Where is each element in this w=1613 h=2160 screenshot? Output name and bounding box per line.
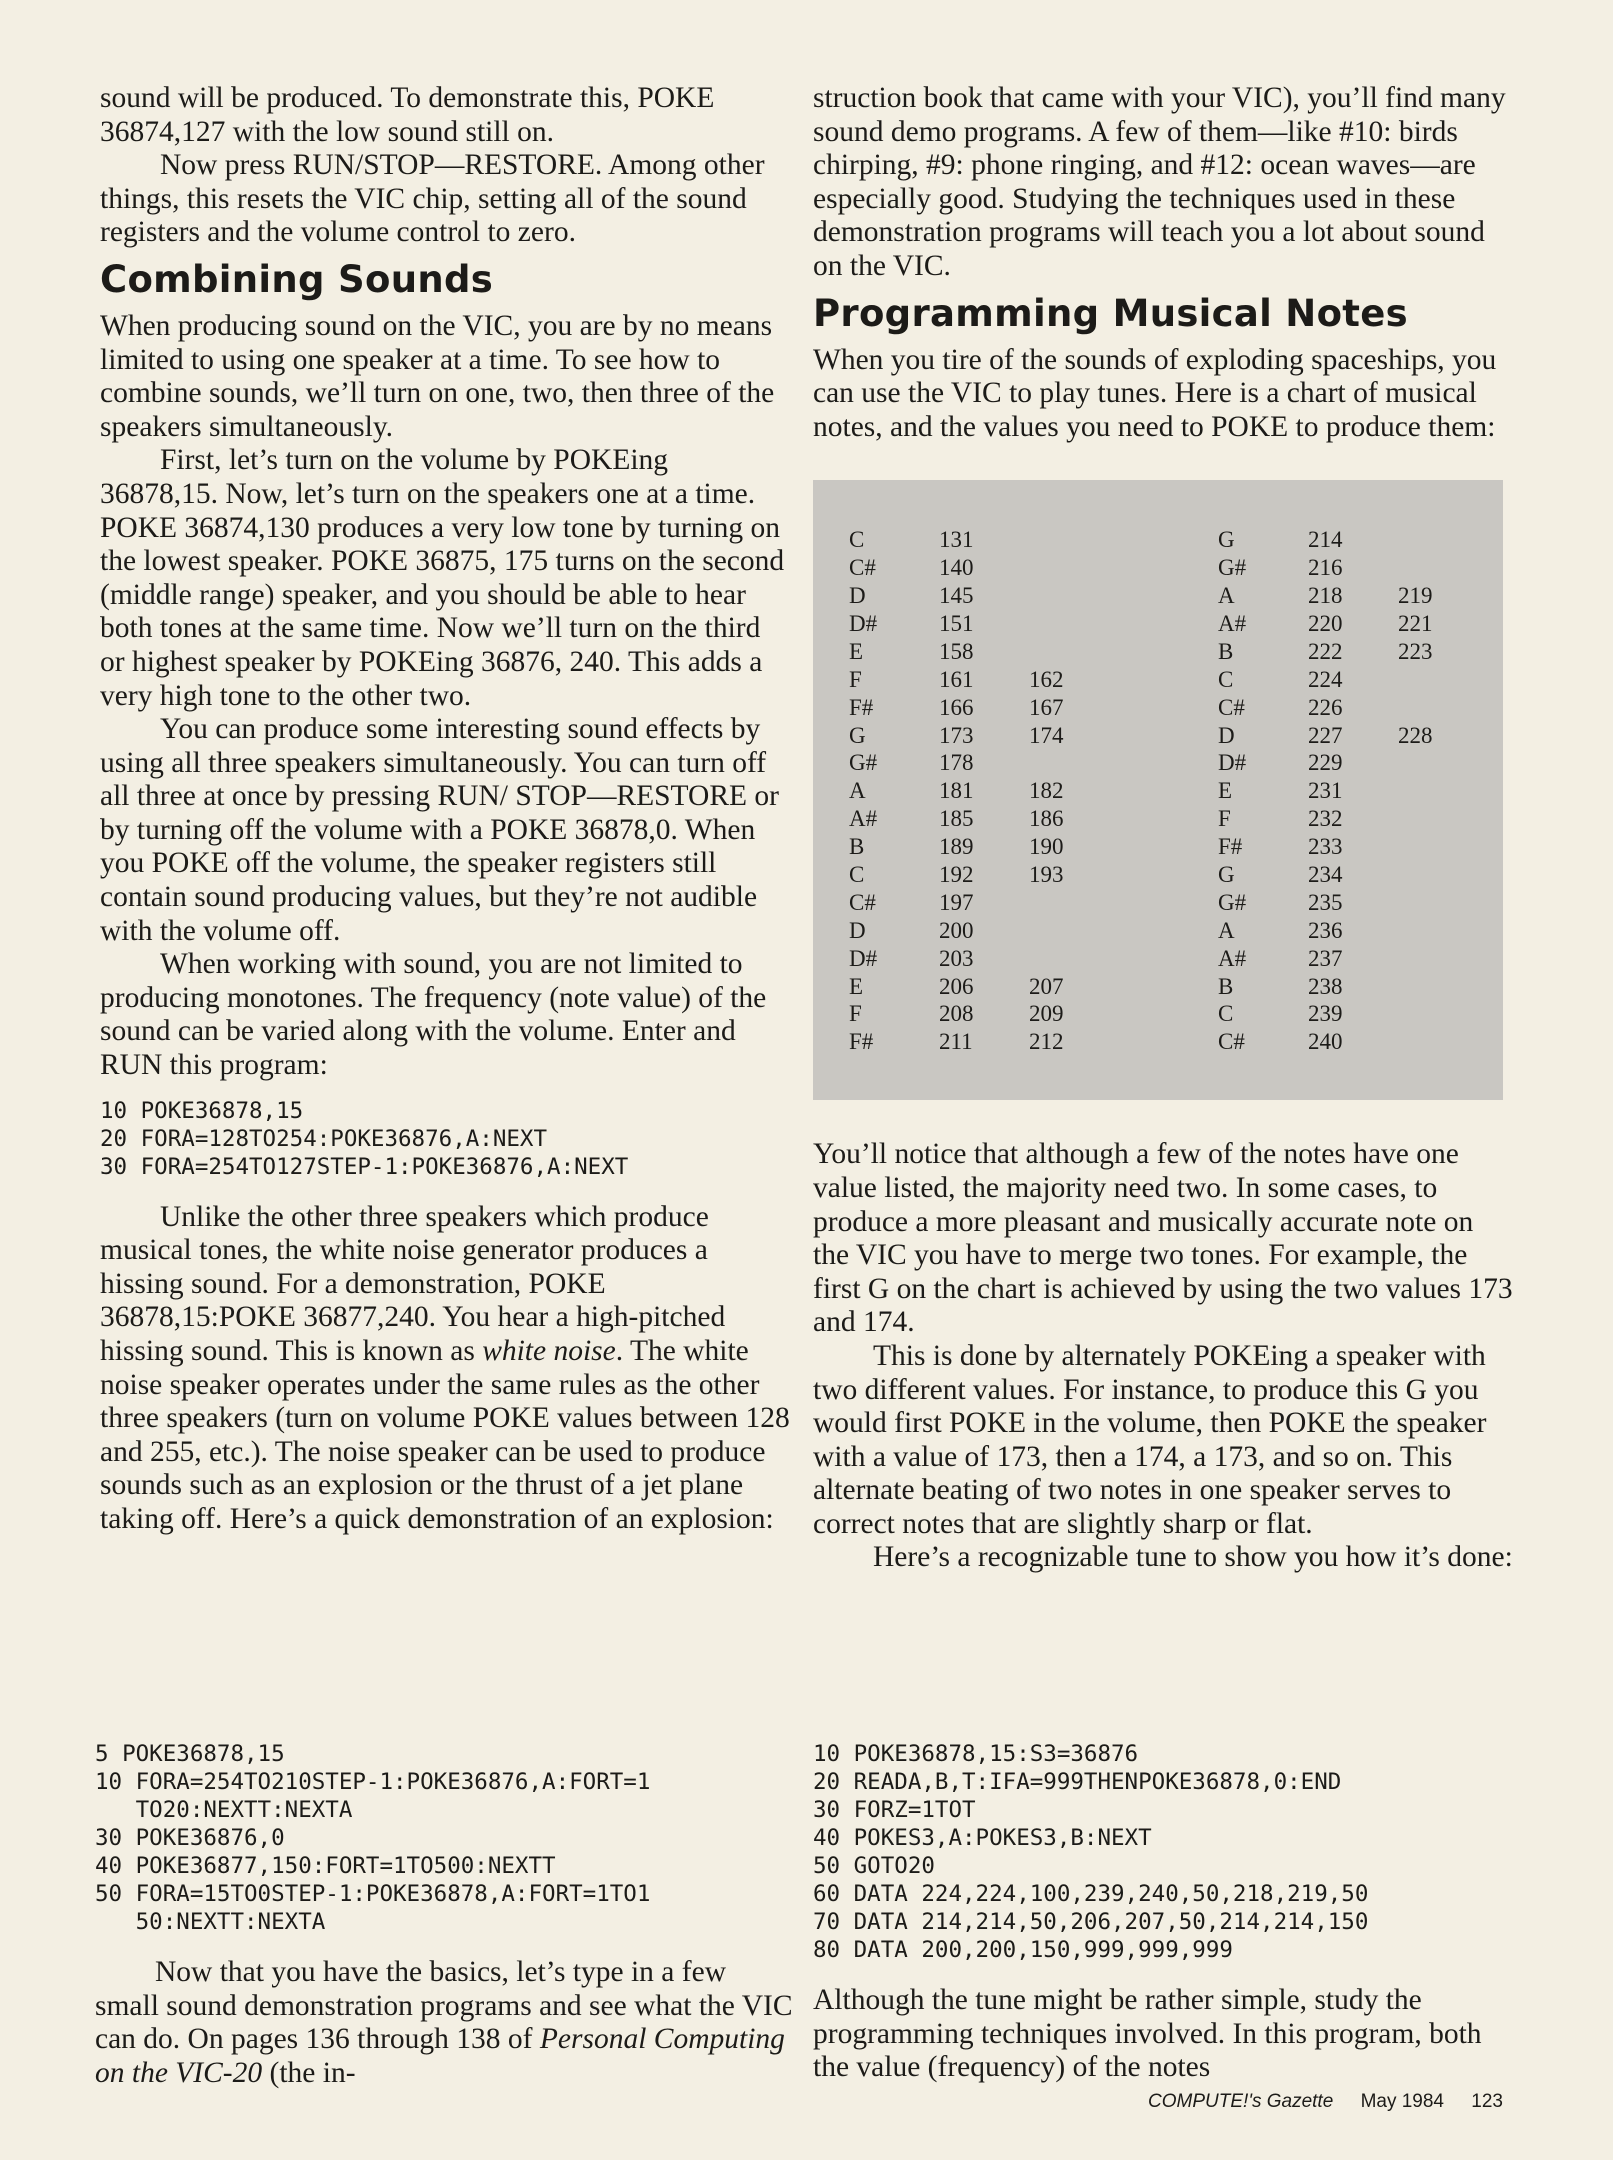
note-name: E <box>849 973 864 999</box>
note-row <box>849 694 1119 722</box>
note-value: 203 <box>939 945 974 971</box>
note-value: 208 <box>939 1001 974 1027</box>
note-value <box>1398 666 1488 694</box>
code-listing-tune: 10 POKE36878,15:S3=36876 20 READA,B,T:IFA=999THENPOKE36878,0:END 30 FORZ=1TOT 40 POKES3,A:POKES3,B:NEXT 50 GOTO20 60 DATA 224,224,100,239,240,50,218,219,50 70 DATA 214,214,50,206,207,50,214,214,150 80 DATA 200,200,150,999,999,999 <box>813 1741 1369 1963</box>
note-name: D# <box>849 945 878 971</box>
note-value: 209 <box>1029 1001 1064 1027</box>
note-value: 190 <box>1029 834 1064 860</box>
note-row <box>849 1028 1119 1056</box>
note-name: A <box>849 778 866 804</box>
note-value <box>1398 945 1488 973</box>
right-column <box>813 82 1515 1575</box>
note-value: 237 <box>1308 945 1343 971</box>
note-value: 236 <box>1308 917 1343 943</box>
right-column-lower <box>813 1740 1515 2085</box>
text-run: (the in- <box>262 2056 356 2089</box>
note-value <box>1029 554 1119 582</box>
note-value: 240 <box>1308 1029 1343 1055</box>
code-listing-explosion: 5 POKE36878,15 10 FORA=254TO210STEP-1:POKE36876,A:FORT=1 TO20:NEXTT:NEXTA 30 POKE36876,0 40 POKE36877,150:FORT=1TO500:NEXTT 50 FORA=15TO0STEP-1:POKE36878,A:FORT=1TO1 50:NEXTT:NEXTA <box>95 1741 651 1935</box>
note-row <box>849 526 1119 554</box>
emphasis-white-noise: white noise <box>482 1335 616 1367</box>
note-value: 235 <box>1308 889 1343 915</box>
note-row <box>1218 917 1488 945</box>
note-value: 162 <box>1029 666 1064 692</box>
note-value <box>1029 945 1119 973</box>
note-row <box>849 973 1119 1001</box>
note-value <box>1398 889 1488 917</box>
paragraph: You’ll notice that although a few of the notes have one value listed, the majority need two. In some cases, to produce a more pleasant and musically accurate note on the VIC you have to merge two tones. For example, the first G on the chart is achieved by using the two values 173 and 174. <box>813 1138 1513 1339</box>
note-value <box>1029 917 1119 945</box>
paragraph: Now press RUN/STOP—RESTORE. Among other things, this resets the VIC chip, setting all of the sound registers and the volume control to zero. <box>100 149 765 249</box>
note-value: 234 <box>1308 862 1343 888</box>
note-row <box>849 638 1119 666</box>
note-value <box>1398 749 1488 777</box>
note-name: F <box>849 1001 862 1027</box>
paragraph: When producing sound on the VIC, you are by no means limited to using one speaker at a time. To see how to combine sounds, we’ll turn on one, two, then three of the speakers simultaneously. <box>100 309 775 443</box>
note-value: 158 <box>939 638 974 664</box>
note-value: 224 <box>1308 666 1343 692</box>
note-row <box>849 722 1119 750</box>
note-name: G <box>849 722 866 748</box>
note-value: 193 <box>1029 862 1064 888</box>
note-name: E <box>1218 778 1233 804</box>
note-name: A# <box>1218 611 1247 637</box>
note-name: C# <box>1218 694 1245 720</box>
note-name: B <box>1218 638 1234 664</box>
note-name: B <box>1218 973 1234 999</box>
note-name: C# <box>849 889 876 915</box>
note-row <box>1218 1028 1488 1056</box>
note-row <box>1218 638 1488 666</box>
note-value: 200 <box>939 917 974 943</box>
note-value <box>1029 582 1119 610</box>
note-name: G <box>1218 862 1235 888</box>
note-value: 151 <box>939 611 974 637</box>
note-value: 189 <box>939 834 974 860</box>
note-value <box>1398 805 1488 833</box>
note-row <box>849 554 1119 582</box>
note-name: D# <box>849 611 878 637</box>
note-name: F# <box>849 1029 874 1055</box>
note-row <box>1218 805 1488 833</box>
note-value: 212 <box>1029 1029 1064 1055</box>
note-name: D <box>1218 722 1235 748</box>
note-name: F <box>849 666 862 692</box>
magazine-name: COMPUTE!'s Gazette <box>1148 2091 1334 2112</box>
note-value: 181 <box>939 778 974 804</box>
note-row <box>849 861 1119 889</box>
note-row <box>849 582 1119 610</box>
note-value: 182 <box>1029 778 1064 804</box>
paragraph: When working with sound, you are not limited to producing monotones. The frequency (note value) of the sound can be varied along with the volume. Enter and RUN this program: <box>100 948 767 1082</box>
note-name: G# <box>1218 889 1247 915</box>
note-value: 178 <box>939 750 974 776</box>
note-value <box>1029 749 1119 777</box>
note-name: B <box>849 834 865 860</box>
note-value <box>1398 526 1488 554</box>
note-row <box>849 889 1119 917</box>
note-name: C# <box>849 555 876 581</box>
note-value: 207 <box>1029 973 1064 999</box>
note-row <box>1218 889 1488 917</box>
note-value <box>1029 638 1119 666</box>
note-value <box>1398 833 1488 861</box>
note-row <box>1218 777 1488 805</box>
note-value <box>1398 973 1488 1001</box>
note-name: G# <box>1218 555 1247 581</box>
left-column <box>100 82 790 1537</box>
note-row <box>1218 833 1488 861</box>
note-value <box>1398 554 1488 582</box>
page-footer <box>1148 2091 1503 2113</box>
note-value <box>1029 889 1119 917</box>
note-value: 186 <box>1029 806 1064 832</box>
note-row <box>1218 1000 1488 1028</box>
note-value: 231 <box>1308 778 1343 804</box>
note-name: D <box>849 583 866 609</box>
note-value: 185 <box>939 806 974 832</box>
note-value <box>1398 917 1488 945</box>
heading-programming-musical-notes: Programming Musical Notes <box>813 291 1409 335</box>
note-name: G <box>1218 527 1235 553</box>
note-value: 220 <box>1308 611 1343 637</box>
note-value <box>1029 526 1119 554</box>
note-row <box>1218 526 1488 554</box>
note-value: 229 <box>1308 750 1343 776</box>
paragraph: This is done by alternately POKEing a speaker with two different values. For instance, to produce this G you would first POKE in the volume, then POKE the speaker with a value of 173, then a 174, a 173, and so on. This alternate beating of two notes in one speaker serves to correct notes that are slightly sharp or flat. <box>813 1339 1487 1540</box>
note-value: 227 <box>1308 722 1343 748</box>
page-number: 123 <box>1471 2091 1503 2112</box>
note-name: C <box>1218 1001 1234 1027</box>
note-value: 233 <box>1308 834 1343 860</box>
note-name: F <box>1218 806 1231 832</box>
note-value: 145 <box>939 583 974 609</box>
paragraph: First, let’s turn on the volume by POKEing 36878,15. Now, let’s turn on the speakers one at a time. POKE 36874,130 produces a very low tone by turning on the lowest speaker. POKE 36875, 175 turns on the second (middle range) speaker, and you should be able to hear both tones at the same time. Now we’ll turn on the third or highest speaker by POKEing 36876, 240. This adds a very high tone to the other two. <box>100 444 785 712</box>
note-name: A <box>1218 917 1235 943</box>
note-value: 226 <box>1308 694 1343 720</box>
note-value <box>1029 610 1119 638</box>
note-row <box>1218 582 1488 610</box>
note-row <box>1218 973 1488 1001</box>
musical-notes-chart <box>813 480 1503 1100</box>
note-row <box>849 1000 1119 1028</box>
note-name: F# <box>849 694 874 720</box>
note-row <box>1218 749 1488 777</box>
note-name: G# <box>849 750 878 776</box>
note-value: 216 <box>1308 555 1343 581</box>
note-row <box>1218 694 1488 722</box>
note-value: 228 <box>1398 722 1433 748</box>
note-row <box>1218 610 1488 638</box>
paragraph-white-noise <box>100 1201 790 1537</box>
note-value: 214 <box>1308 527 1343 553</box>
text-run: Unlike the other three speakers which produce musical tones, the white noise generator produces a hissing sound. For a demonstration, POKE 36878,15:POKE 36877,240. You hear a high-pitched hissing sound. This is known as <box>100 1200 726 1367</box>
text-run: . The white noise speaker operates under the same rules as the other three speakers (turn on volume POKE values between 128 and 255, etc.). The noise speaker can be used to produce sounds such as an explosion or the thrust of a jet plane taking off. Here’s a quick demonstration of an explosion: <box>100 1335 790 1535</box>
notes-chart-left-half <box>849 526 1119 1056</box>
note-value <box>1398 777 1488 805</box>
note-name: A <box>1218 583 1235 609</box>
note-value: 219 <box>1398 583 1433 609</box>
note-value: 239 <box>1308 1001 1343 1027</box>
paragraph: Although the tune might be rather simple, study the programming techniques involved. In this program, both the value (frequency) of the notes <box>813 1984 1482 2084</box>
note-value: 223 <box>1398 638 1433 664</box>
note-name: F# <box>1218 834 1243 860</box>
note-value: 192 <box>939 862 974 888</box>
note-row <box>849 666 1119 694</box>
note-row <box>849 917 1119 945</box>
note-value: 140 <box>939 555 974 581</box>
paragraph: You can produce some interesting sound effects by using all three speakers simultaneously. You can turn off all three at once by pressing RUN/ STOP—RESTORE or by turning off the volume with a POKE 36878,0. When you POKE off the volume, the speaker registers still contain sound producing values, but they’re not audible with the volume off. <box>100 713 779 947</box>
note-row <box>1218 666 1488 694</box>
note-name: A# <box>1218 945 1247 971</box>
note-value: 222 <box>1308 638 1343 664</box>
note-value: 211 <box>939 1029 973 1055</box>
note-value: 238 <box>1308 973 1343 999</box>
text-run: Now that you have the basics, let’s type in a few small sound demonstration programs and see what the VIC can do. On pages 136 through 138 of <box>95 1956 793 2056</box>
note-row <box>849 833 1119 861</box>
note-row <box>849 749 1119 777</box>
book-title: Personal Computing on the VIC-20 <box>95 2023 785 2089</box>
note-name: A# <box>849 806 878 832</box>
note-value: 166 <box>939 694 974 720</box>
note-value <box>1398 1000 1488 1028</box>
note-value <box>1398 1028 1488 1056</box>
note-name: D <box>849 917 866 943</box>
note-row <box>849 805 1119 833</box>
left-column-lower <box>95 1740 795 2090</box>
paragraph <box>95 1956 795 2090</box>
note-value: 218 <box>1308 583 1343 609</box>
note-name: D# <box>1218 750 1247 776</box>
note-value: 232 <box>1308 806 1343 832</box>
note-name: C <box>1218 666 1234 692</box>
paragraph: struction book that came with your VIC), you’ll find many sound demo programs. A few of them—like #10: birds chirping, #9: phone ringing, and #12: ocean waves—are especially good. Studying the techniques used in these demonstration programs will teach you a lot about sound on the VIC. <box>813 82 1506 282</box>
note-value: 167 <box>1029 694 1064 720</box>
note-value: 221 <box>1398 611 1433 637</box>
note-row <box>1218 722 1488 750</box>
note-value: 206 <box>939 973 974 999</box>
note-row <box>849 610 1119 638</box>
heading-combining-sounds: Combining Sounds <box>100 257 494 301</box>
note-value: 161 <box>939 666 974 692</box>
note-value: 173 <box>939 722 974 748</box>
paragraph: Here’s a recognizable tune to show you how it’s done: <box>873 1541 1513 1574</box>
note-row <box>1218 554 1488 582</box>
note-name: C <box>849 862 865 888</box>
note-name: E <box>849 638 864 664</box>
note-name: C# <box>1218 1029 1245 1055</box>
note-row <box>1218 861 1488 889</box>
paragraph: sound will be produced. To demonstrate this, POKE 36874,127 with the low sound still on. <box>100 82 715 148</box>
note-value <box>1398 694 1488 722</box>
note-value: 131 <box>939 527 974 553</box>
note-row <box>1218 945 1488 973</box>
note-name: C <box>849 527 865 553</box>
issue-date: May 1984 <box>1360 2091 1445 2112</box>
notes-chart-right-half <box>1218 526 1488 1056</box>
paragraph: When you tire of the sounds of exploding spaceships, you can use the VIC to play tunes. Here is a chart of musical notes, and the values you need to POKE to produce them: <box>813 343 1497 443</box>
note-value: 174 <box>1029 722 1064 748</box>
note-row <box>849 777 1119 805</box>
note-row <box>849 945 1119 973</box>
note-value: 197 <box>939 889 974 915</box>
note-value <box>1398 861 1488 889</box>
code-listing-frequency: 10 POKE36878,15 20 FORA=128TO254:POKE36876,A:NEXT 30 FORA=254TO127STEP-1:POKE36876,A:NEXT <box>100 1097 629 1180</box>
